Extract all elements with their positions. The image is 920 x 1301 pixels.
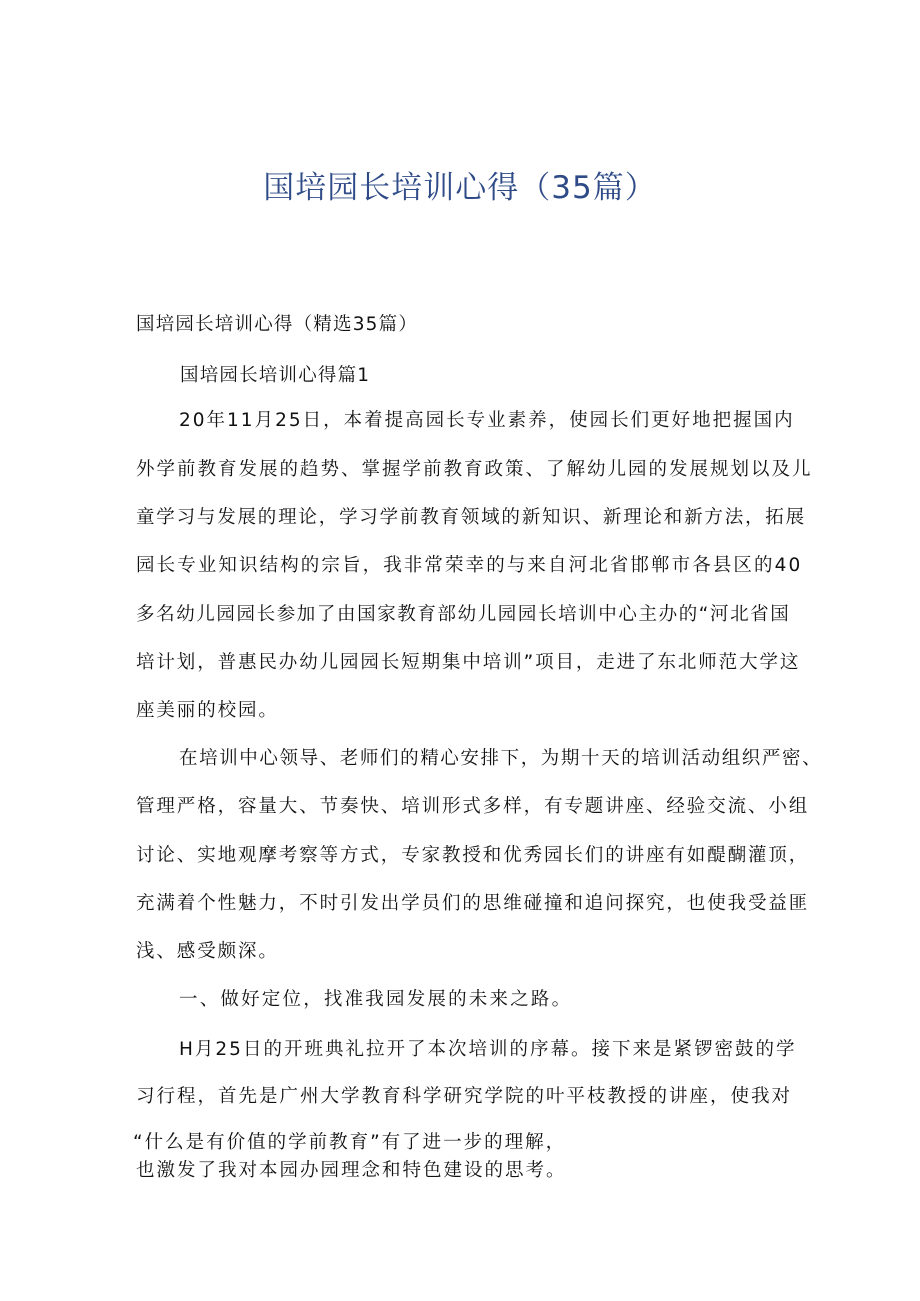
- text-line: 一、做好定位，找准我园发展的未来之路。: [179, 989, 573, 1010]
- text-line: 外学前教育发展的趋势、掌握学前教育政策、了解幼儿园的发展规划以及儿: [136, 459, 813, 480]
- text-line: 管理严格，容量大、节奏快、培训形式多样，有专题讲座、经验交流、小组: [136, 796, 810, 817]
- document-subtitle: 国培园长培训心得（精选35篇）: [136, 314, 419, 335]
- text-line: 20年11月25日，本着提高园长专业素养，使园长们更好地把握国内: [179, 410, 795, 431]
- text-line: 浅、感受颇深。: [136, 941, 279, 962]
- text-line: “什么是有价值的学前教育”有了进一步的理解，: [133, 1132, 567, 1153]
- document-title: 国培园长培训心得（35篇）: [263, 170, 657, 206]
- text-line: 习行程，首先是广州大学教育科学研究学院的叶平枝教授的讲座，使我对: [136, 1086, 793, 1107]
- section-heading: 国培园长培训心得篇1: [180, 365, 371, 386]
- text-line: 充满着个性魅力，不时引发出学员们的思维碰撞和追问探究，也使我受益匪: [136, 893, 810, 914]
- text-line: 也激发了我对本园办园理念和特色建设的思考。: [136, 1160, 567, 1181]
- text-line: 童学习与发展的理论，学习学前教育领域的新知识、新理论和新方法，拓展: [136, 507, 806, 528]
- text-line: 座美丽的校园。: [136, 700, 279, 721]
- text-line: 园长专业知识结构的宗旨，我非常荣幸的与来自河北省邯郸市各县区的40: [136, 555, 803, 576]
- text-line: 在培训中心领导、老师们的精心安排下，为期十天的培训活动组织严密、: [179, 748, 823, 769]
- text-line: 多名幼儿园园长参加了由国家教育部幼儿园园长培训中心主办的“河北省国: [136, 604, 791, 625]
- text-line: 讨论、实地观摩考察等方式，专家教授和优秀园长们的讲座有如醍醐灌顶，: [136, 845, 810, 866]
- text-line: 培计划，普惠民办幼儿园园长短期集中培训”项目，走进了东北师范大学这: [136, 652, 801, 673]
- text-line: H月25日的开班典礼拉开了本次培训的序幕。接下来是紧锣密鼓的学: [179, 1039, 797, 1060]
